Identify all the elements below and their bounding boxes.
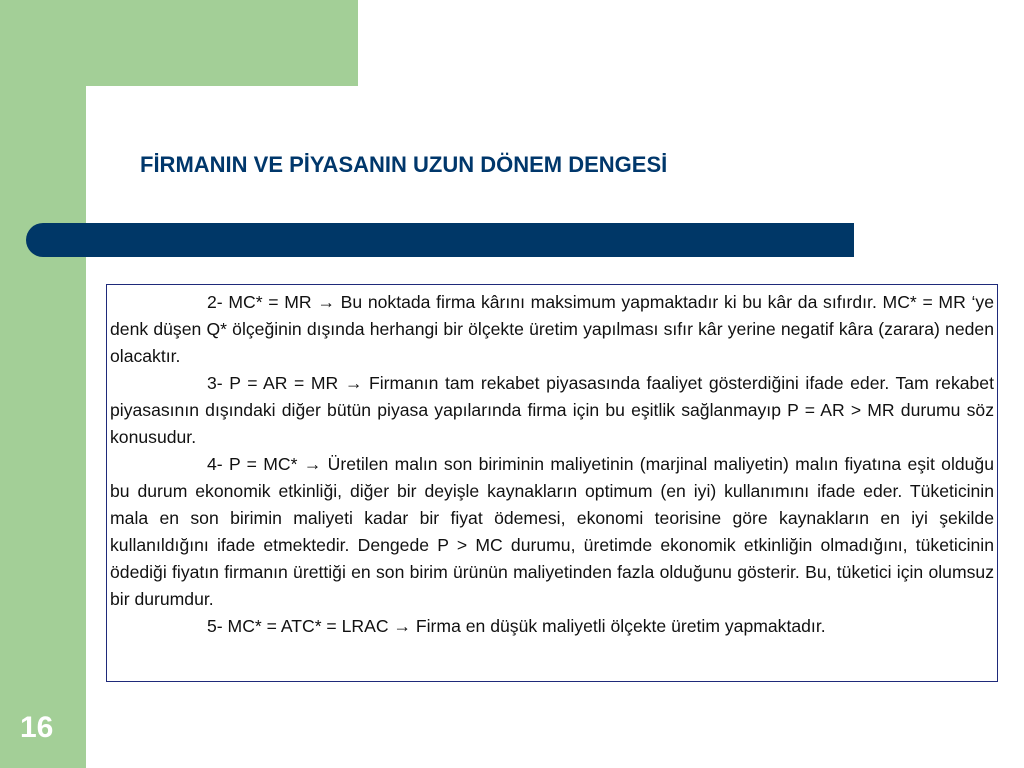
green-sidebar (0, 0, 86, 768)
paragraph-item-4: 4- P = MC* → Üretilen malın son biriminin maliyetinin (marjinal maliyetin) malın fiyatına eşit olduğu bu durum ekonomik etkinliği, diğer bir deyişle kaynakların optimum (en iyi) kullanımını ifade eder. Tüketicinin mala en son birimin maliyeti kadar bir fiyat ödemesi, ekonomi teorisine göre kaynakların en iyi şekilde kullanıldığını ifade etmektedir. Dengede P > MC durumu, üretimde ekonomik etkinliğin olmadığını, tüketicinin ödediği fiyatın firmanın ürettiği en son birim ürünün maliyetinden fazla olduğunu gösterir. Bu, tüketici için olumsuz bir durumdur. (110, 454, 994, 609)
content-text-box (106, 284, 998, 682)
title-underline-bar (26, 223, 854, 257)
green-top-band (0, 0, 358, 86)
paragraph-item-3: 3- P = AR = MR → Firmanın tam rekabet piyasasında faaliyet gösterdiğini ifade eder. Tam rekabet piyasasının dışındaki diğer bütün piyasa yapılarında firma için bu eşitlik sağlanmayıp P = AR > MR durumu söz konusudur. (110, 373, 994, 447)
page-number: 16 (20, 711, 54, 744)
paragraph-item-2: 2- MC* = MR → Bu noktada firma kârını maksimum yapmaktadır ki bu kâr da sıfırdır. MC* = MR ‘ye denk düşen Q* ölçeğinin dışında herhangi bir ölçekte üretim yapılması sıfır kâr yerine negatif kâra (zarara) neden olacaktır. (110, 292, 994, 366)
paragraph-item-5: 5- MC* = ATC* = LRAC → Firma en düşük maliyetli ölçekte üretim yapmaktadır. (207, 616, 826, 636)
slide-title: FİRMANIN VE PİYASANIN UZUN DÖNEM DENGESİ (140, 152, 668, 177)
